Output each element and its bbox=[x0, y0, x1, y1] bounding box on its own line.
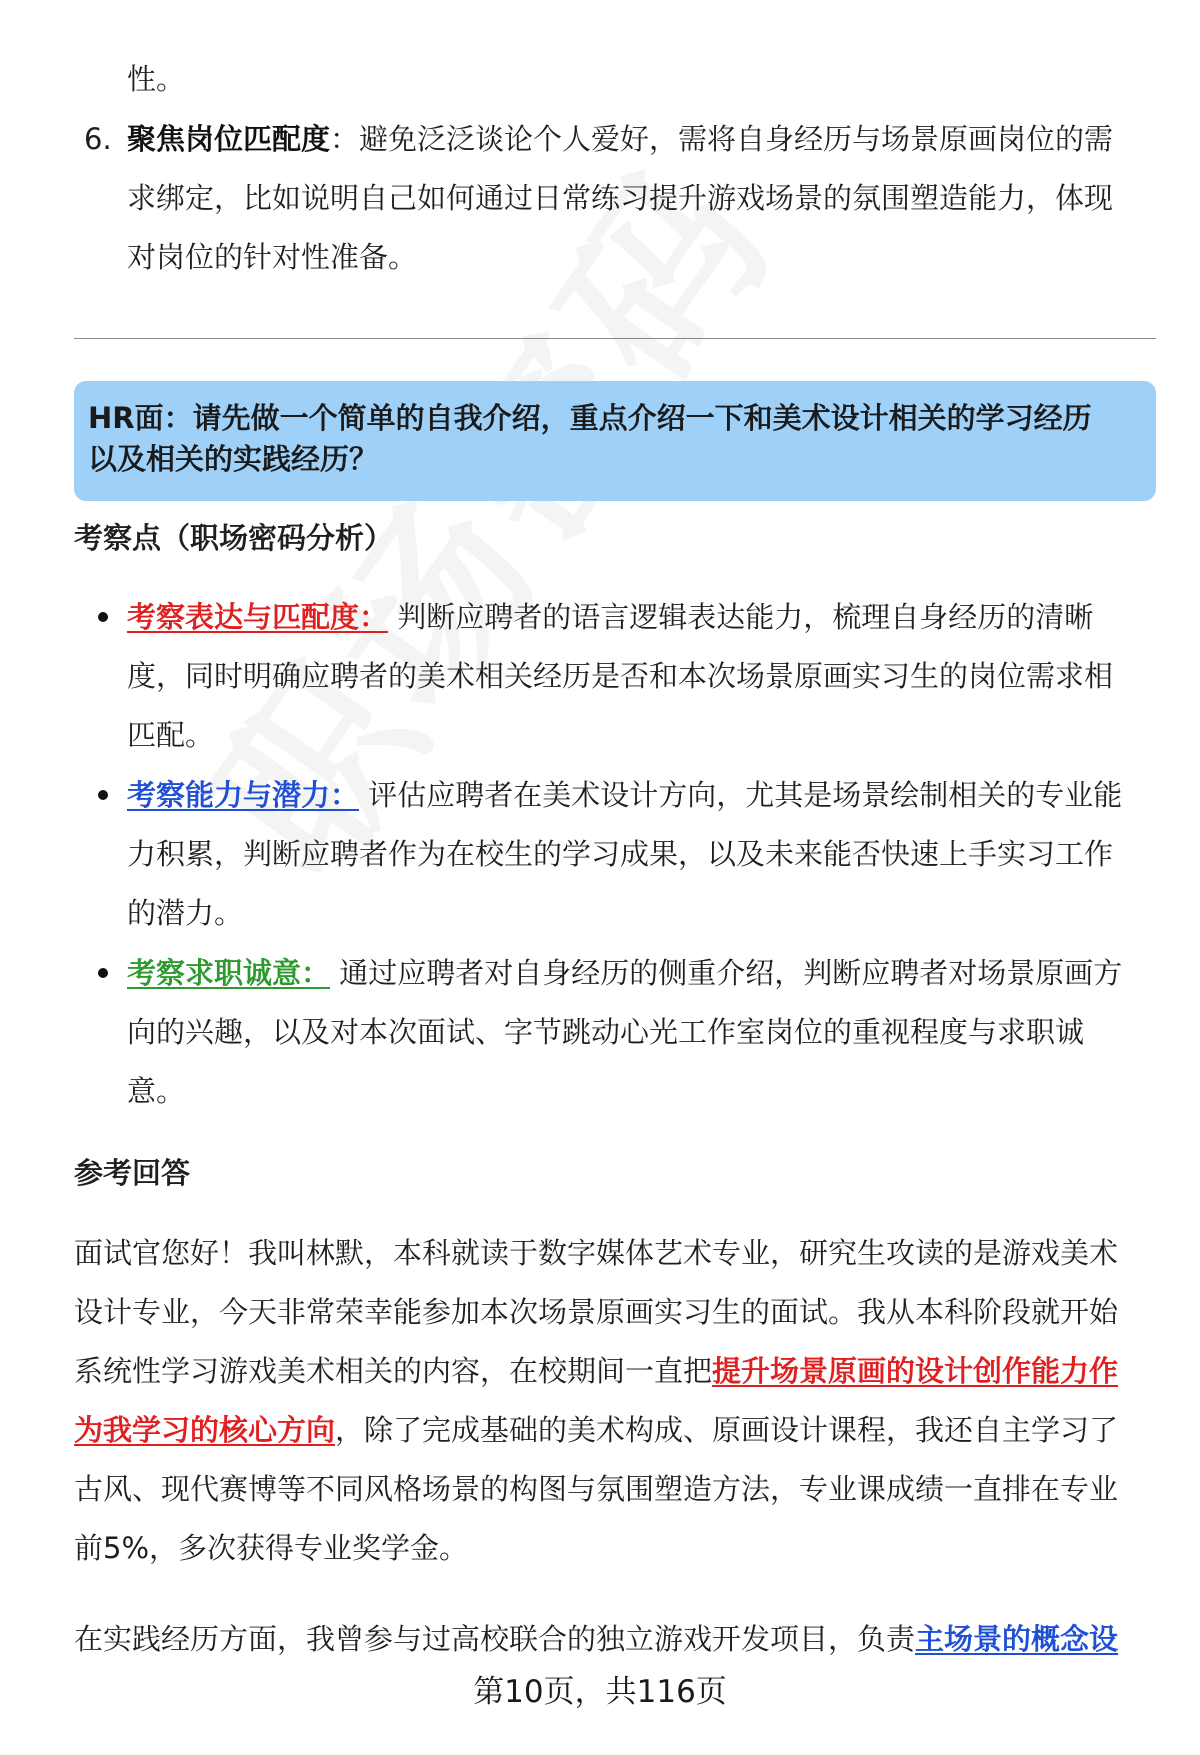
analysis-bullet-1 bbox=[127, 588, 1167, 765]
bullet-text-line: 评估应聘者在美术设计方向，尤其是场景绘制相关的专业能 bbox=[368, 778, 1123, 812]
page-number: 第10页，共116页 bbox=[473, 1674, 727, 1710]
bullet-text-line: 向的兴趣，以及对本次面试、字节跳动心光工作室岗位的重视程度与求职诚 bbox=[127, 1015, 1085, 1049]
bullet-text-line: 匹配。 bbox=[127, 718, 215, 752]
bullet-dot bbox=[98, 968, 108, 978]
answer-highlight: 主场景的概念设 bbox=[915, 1622, 1119, 1656]
question-text bbox=[88, 398, 1128, 480]
answer-text-line: 面试官您好！我叫林默，本科就读于数字媒体艺术专业，研究生攻读的是游戏美术 bbox=[74, 1236, 1119, 1270]
answer-paragraph-1 bbox=[74, 1224, 1164, 1578]
bullet-dot bbox=[98, 612, 108, 622]
bullet-text-line: 力积累，判断应聘者作为在校生的学习成果，以及未来能否快速上手实习工作 bbox=[127, 837, 1114, 871]
analysis-bullet-2 bbox=[127, 766, 1167, 943]
bullet-text-line: 通过应聘者对自身经历的侧重介绍，判断应聘者对场景原画方 bbox=[339, 956, 1123, 990]
answer-text-line: ，除了完成基础的美术构成、原画设计课程，我还自主学习了 bbox=[335, 1413, 1119, 1447]
analysis-title: 考察点（职场密码分析） bbox=[74, 521, 394, 555]
bullet-keyword-ability: 考察能力与潜力： bbox=[127, 778, 360, 812]
answer-paragraph-2 bbox=[74, 1610, 1164, 1669]
answer-text-line: 前5%，多次获得专业奖学金。 bbox=[74, 1531, 469, 1565]
divider bbox=[74, 338, 1156, 339]
bullet-text-line: 意。 bbox=[127, 1074, 186, 1108]
list-item-title: 聚焦岗位匹配度 bbox=[127, 122, 331, 156]
list-item-text-line: 对岗位的针对性准备。 bbox=[127, 240, 418, 274]
bullet-keyword-expression: 考察表达与匹配度： bbox=[127, 600, 389, 634]
list-item-text-line: 避免泛泛谈论个人爱好，需将自身经历与场景原画岗位的需 bbox=[359, 122, 1114, 156]
answer-highlight: 提升场景原画的设计创作能力作 bbox=[712, 1354, 1119, 1388]
list-item-text-line: 求绑定，比如说明自己如何通过日常练习提升游戏场景的氛围塑造能力，体现 bbox=[127, 181, 1114, 215]
list-item-number: 6. bbox=[84, 122, 112, 156]
bullet-text-line: 度，同时明确应聘者的美术相关经历是否和本次场景原画实习生的岗位需求相 bbox=[127, 659, 1114, 693]
answer-text-line: 系统性学习游戏美术相关的内容，在校期间一直把 bbox=[74, 1354, 713, 1388]
continuation-text: 性。 bbox=[127, 62, 186, 96]
answer-highlight: 为我学习的核心方向 bbox=[74, 1413, 336, 1447]
question-box bbox=[74, 381, 1156, 501]
list-item-separator: ： bbox=[330, 122, 360, 156]
bullet-text-line: 判断应聘者的语言逻辑表达能力，梳理自身经历的清晰 bbox=[397, 600, 1094, 634]
answer-text-line: 在实践经历方面，我曾参与过高校联合的独立游戏开发项目，负责 bbox=[74, 1622, 916, 1656]
question-line: 以及相关的实践经历？ bbox=[88, 442, 379, 476]
bullet-dot bbox=[98, 790, 108, 800]
answer-text-line: 设计专业，今天非常荣幸能参加本次场景原画实习生的面试。我从本科阶段就开始 bbox=[74, 1295, 1119, 1329]
bullet-text-line: 的潜力。 bbox=[127, 896, 244, 930]
bullet-keyword-sincerity: 考察求职诚意： bbox=[127, 956, 331, 990]
analysis-bullet-3 bbox=[127, 944, 1167, 1121]
question-line: HR面：请先做一个简单的自我介绍，重点介绍一下和美术设计相关的学习经历 bbox=[88, 401, 1092, 435]
answer-text-line: 古风、现代赛博等不同风格场景的构图与氛围塑造方法，专业课成绩一直排在专业 bbox=[74, 1472, 1119, 1506]
list-item-6 bbox=[127, 110, 1157, 287]
answer-title: 参考回答 bbox=[74, 1156, 191, 1190]
